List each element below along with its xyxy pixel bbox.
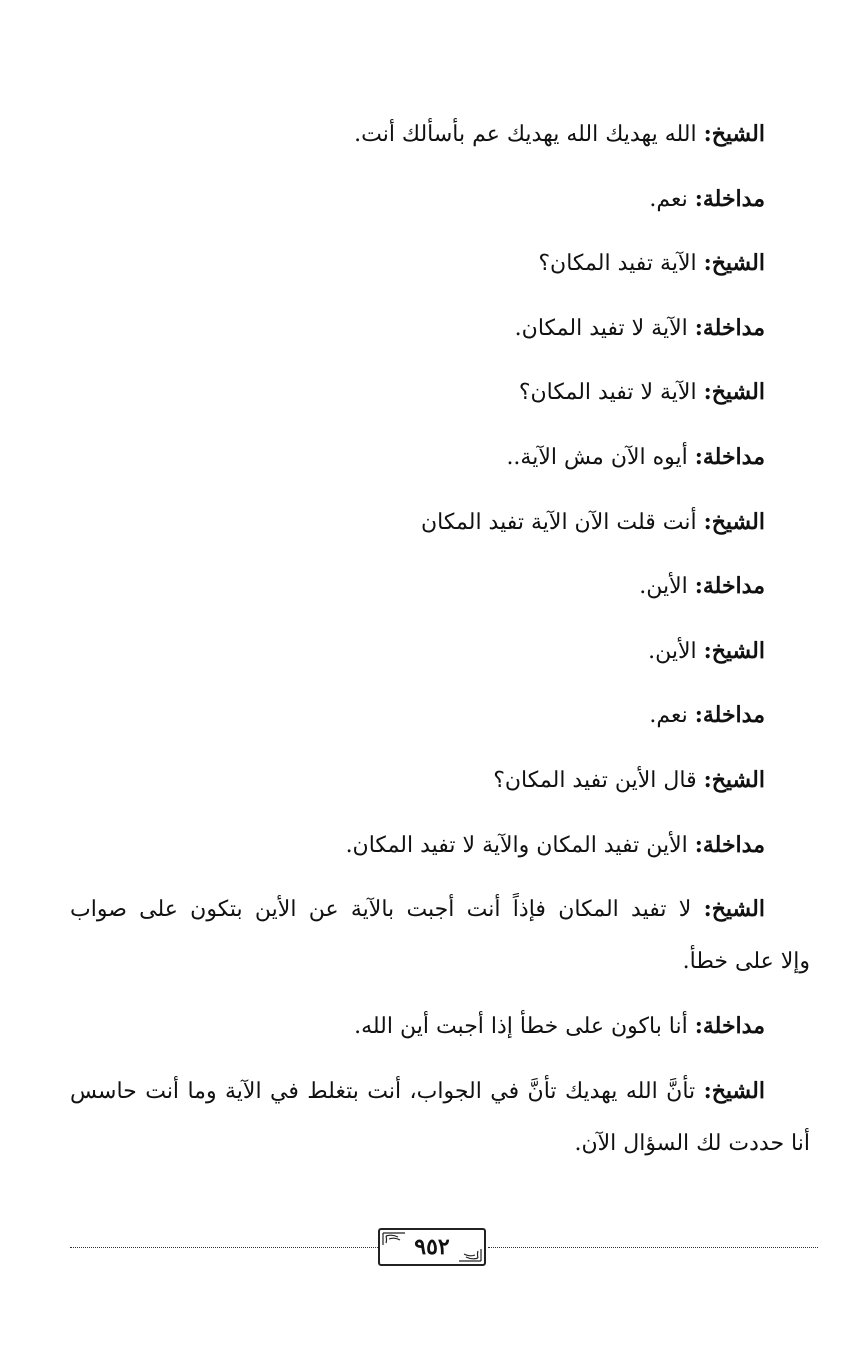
speaker-label: الشيخ: xyxy=(703,1077,765,1104)
dialogue-text xyxy=(70,108,810,1182)
line-text: قال الأين تفيد المكان؟ xyxy=(493,767,704,793)
paragraph-continuation: وإلا على خطأ. xyxy=(682,949,810,975)
dialogue-paragraph xyxy=(70,883,810,988)
speaker-label: الشيخ: xyxy=(703,379,765,406)
line-text: الأين. xyxy=(648,638,704,664)
speaker-label: الشيخ: xyxy=(703,121,765,147)
speaker-label: مداخلة: xyxy=(694,702,765,729)
line-text: الأين تفيد المكان والآية لا تفيد المكان. xyxy=(345,832,695,858)
paragraph-continuation: أنا حددت لك السؤال الآن. xyxy=(574,1130,810,1156)
footer-dotted-rule xyxy=(488,1247,818,1248)
speaker-label: مداخلة: xyxy=(694,185,765,212)
dialogue-line xyxy=(70,754,765,819)
dialogue-line xyxy=(70,689,765,754)
line-text: أنا باكون على خطأ إذا أجبت أين الله. xyxy=(354,1014,695,1040)
speaker-label: مداخلة: xyxy=(694,831,765,858)
dialogue-line xyxy=(70,431,765,496)
page-number-frame xyxy=(378,1228,486,1266)
dialogue-line xyxy=(70,366,765,431)
line-text: نعم. xyxy=(649,703,695,729)
page-footer xyxy=(70,1228,818,1268)
dialogue-line xyxy=(70,819,765,884)
line-text: الأين. xyxy=(639,574,695,600)
ornament-icon xyxy=(458,1248,482,1262)
dialogue-line xyxy=(70,237,765,302)
line-text: الآية لا تفيد المكان؟ xyxy=(518,380,704,406)
speaker-label: مداخلة: xyxy=(694,443,765,470)
line-text: أيوه الآن مش الآية.. xyxy=(506,444,695,470)
speaker-label: مداخلة: xyxy=(694,314,765,341)
line-text: الله يهديك الله يهديك عم بأسألك أنت. xyxy=(354,122,704,147)
speaker-label: مداخلة: xyxy=(694,573,765,600)
speaker-label: الشيخ: xyxy=(703,766,765,793)
line-text: الآية تفيد المكان؟ xyxy=(538,251,704,277)
line-text: نعم. xyxy=(649,186,695,212)
dialogue-line xyxy=(70,108,765,173)
dialogue-line xyxy=(70,625,765,690)
dialogue-line xyxy=(70,173,765,238)
paragraph-first-line xyxy=(70,1065,765,1118)
dialogue-line xyxy=(70,302,765,367)
dialogue-line xyxy=(70,1000,765,1065)
line-text: تأنَّ الله يهديك تأنَّ في الجواب، أنت بتغلط في الآية وما أنت حاسس xyxy=(70,1078,704,1104)
line-text: أنت قلت الآن الآية تفيد المكان xyxy=(421,509,704,535)
line-text: لا تفيد المكان فإذاً أنت أجبت بالآية عن الأين بتكون على صواب xyxy=(70,897,704,923)
paragraph-first-line xyxy=(70,883,765,936)
footer-dotted-rule xyxy=(70,1247,378,1248)
line-text: الآية لا تفيد المكان. xyxy=(514,315,695,341)
speaker-label: الشيخ: xyxy=(703,250,765,277)
dialogue-paragraph xyxy=(70,1065,810,1170)
speaker-label: الشيخ: xyxy=(703,508,765,535)
dialogue-line xyxy=(70,560,765,625)
dialogue-line xyxy=(70,496,765,561)
page-number: ٩٥٢ xyxy=(414,1234,450,1260)
speaker-label: الشيخ: xyxy=(703,637,765,664)
speaker-label: الشيخ: xyxy=(703,896,765,923)
speaker-label: مداخلة: xyxy=(694,1013,765,1040)
